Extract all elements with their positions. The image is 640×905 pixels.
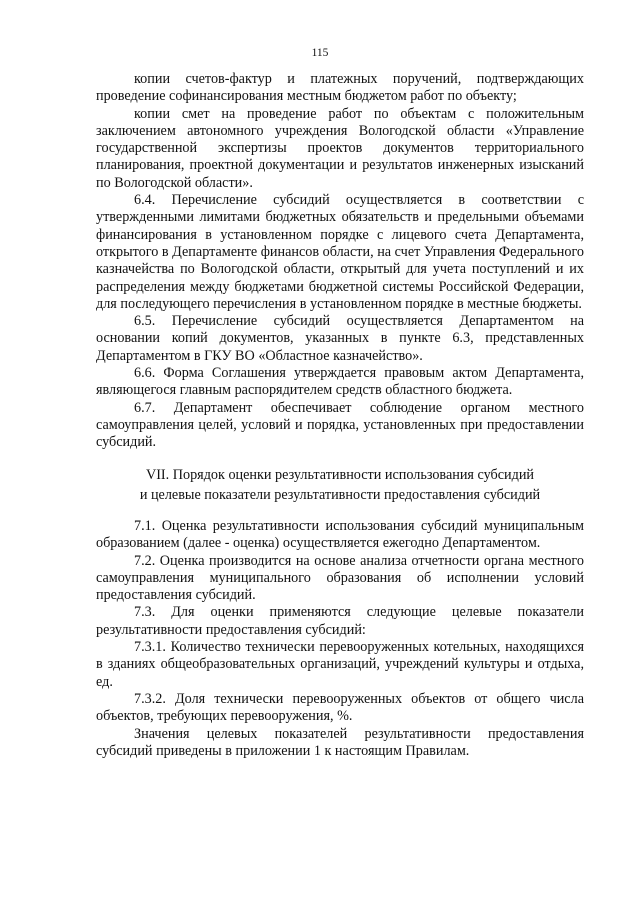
section-7-heading: [96, 465, 584, 505]
paragraph-7-3: 7.3. Для оценки применяются следующие целевые показатели результативности предоставления субсидий:: [96, 604, 584, 638]
paragraph-6-6: 6.6. Форма Соглашения утверждается правовым актом Департамента, являющегося главным распорядителем средств областного бюджета.: [96, 365, 584, 399]
paragraph-7-2: 7.2. Оценка производится на основе анализа отчетности органа местного самоуправления муниципального образования об исполнении условий предоставления субсидий.: [96, 552, 584, 604]
paragraph-invoice-copies: копии счетов-фактур и платежных поручений, подтверждающих проведение софинансирования местным бюджетом работ по объекту;: [96, 71, 584, 105]
paragraph-6-5: 6.5. Перечисление субсидий осуществляется Департаментом на основании копий документов, указанных в пункте 6.3, представленных Департаментом в ГКУ ВО «Областное казначейство».: [96, 313, 584, 364]
section-7-heading-line-1: VII. Порядок оценки результативности использования субсидий: [145, 467, 535, 483]
section-7-text: [96, 518, 584, 760]
paragraph-7-1: 7.1. Оценка результативности использования субсидий муниципальным образованием (далее - оценка) осуществляется ежегодно Департаментом.: [96, 518, 584, 552]
paragraph-7-3-2: 7.3.2. Доля технически перевооруженных объектов от общего числа объектов, требующих перевооружения, %.: [96, 690, 584, 725]
page-number: 115: [311, 47, 329, 59]
paragraph-estimate-copies: копии смет на проведение работ по объектам с положительным заключением автономного учреждения Вологодской области «Управление государственной экспертизы проектов документов территориального планирования, проектной документации и результатов инженерных изысканий по Вологодской области».: [96, 105, 584, 191]
paragraph-indicator-values: Значения целевых показателей результативности предоставления субсидий приведены в приложении 1 к настоящим Правилам.: [96, 725, 584, 759]
paragraph-6-4: 6.4. Перечисление субсидий осуществляется в соответствии с утвержденными лимитами бюджетных обязательств и предельными объемами финансирования в установленном порядке с лицевого счета Департамента, открытого в Департаменте финансов области, на счет Управления Федерального казначейства по Вологодской области, открытый для учета поступлений и их распределения между бюджетами бюджетной системы Российской Федерации, для последующего перечисления в установленном порядке в местные бюджеты.: [96, 192, 584, 312]
section-7-heading-line-2: и целевые показатели результативности предоставления субсидий: [139, 487, 541, 503]
paragraph-6-7: 6.7. Департамент обеспечивает соблюдение органом местного самоуправления целей, условий и порядка, установленных при предоставлении субсидий.: [96, 399, 584, 451]
section-6-text: [96, 71, 584, 452]
paragraph-7-3-1: 7.3.1. Количество технически перевооруженных котельных, находящихся в зданиях общеобразовательных организаций, учреждений культуры и отдыха, ед.: [96, 639, 584, 690]
